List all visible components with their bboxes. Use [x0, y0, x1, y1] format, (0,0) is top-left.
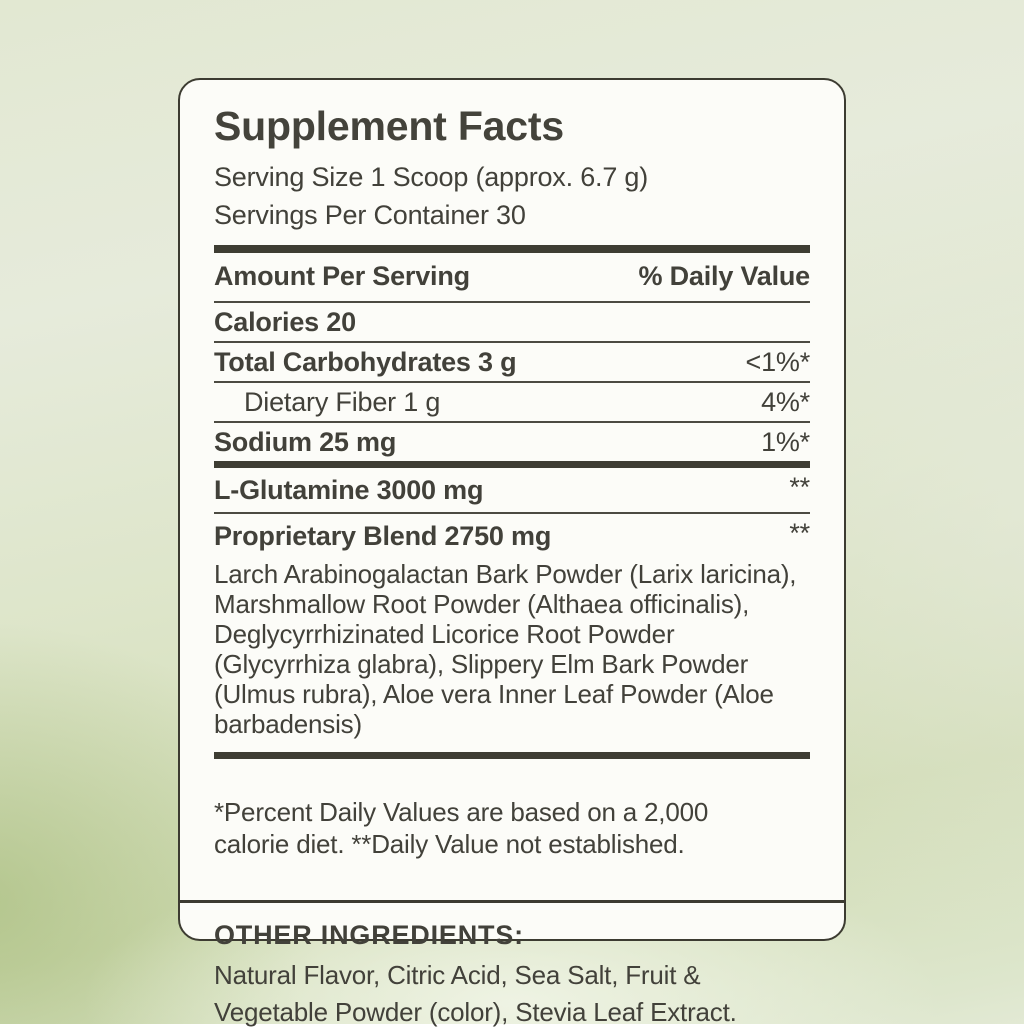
row-total-carbohydrates [214, 343, 810, 381]
row-total-carbohydrates-value: <1%* [745, 347, 810, 377]
daily-value-footnote: *Percent Daily Values are based on a 2,000 calorie diet. **Daily Value not established. [214, 797, 709, 859]
serving-size: Serving Size 1 Scoop (approx. 6.7 g) [214, 162, 649, 192]
row-l-glutamine-value: ** [789, 472, 810, 502]
row-dietary-fiber [214, 383, 810, 421]
thick-divider-bottom [214, 752, 810, 759]
row-proprietary-blend-value: ** [789, 518, 810, 548]
other-ingredients-heading: OTHER INGREDIENTS: [214, 919, 524, 950]
label-title: Supplement Facts [214, 103, 564, 149]
row-sodium-name: Sodium 25 mg [214, 427, 397, 457]
thick-divider-top [214, 245, 810, 253]
row-total-carbohydrates-name: Total Carbohydrates 3 g [214, 347, 517, 377]
column-header-row [214, 253, 810, 301]
row-l-glutamine-name: L-Glutamine 3000 mg [214, 475, 484, 505]
thick-divider-middle [214, 461, 810, 468]
row-dietary-fiber-value: 4%* [761, 387, 810, 417]
row-sodium [214, 423, 810, 461]
row-l-glutamine [214, 468, 810, 512]
amount-per-serving-header: Amount Per Serving [214, 261, 470, 291]
servings-per-container: Servings Per Container 30 [214, 200, 526, 230]
row-proprietary-blend-name: Proprietary Blend 2750 mg [214, 521, 552, 551]
daily-value-header: % Daily Value [638, 261, 810, 291]
facts-panel [180, 80, 844, 900]
row-calories [214, 303, 810, 341]
proprietary-blend-description: Larch Arabinogalactan Bark Powder (Larix laricina), Marshmallow Root Powder (Althaea officinalis), Deglycyrrhizinated Licorice Root Powder (Glycyrrhiza glabra), Slippery Elm Bark Powder (Ulmus rubra), Aloe vera Inner Leaf Powder (Aloe barbadensis) [214, 559, 797, 739]
row-dietary-fiber-name: Dietary Fiber 1 g [244, 387, 441, 417]
row-sodium-value: 1%* [761, 427, 810, 457]
other-ingredients-section [180, 903, 844, 1031]
other-ingredients-text: Natural Flavor, Citric Acid, Sea Salt, Fruit & Vegetable Powder (color), Stevia Leaf Extract. [214, 959, 737, 1027]
supplement-facts-label [178, 78, 846, 1027]
row-calories-name: Calories 20 [214, 307, 356, 337]
row-proprietary-blend [214, 514, 810, 558]
